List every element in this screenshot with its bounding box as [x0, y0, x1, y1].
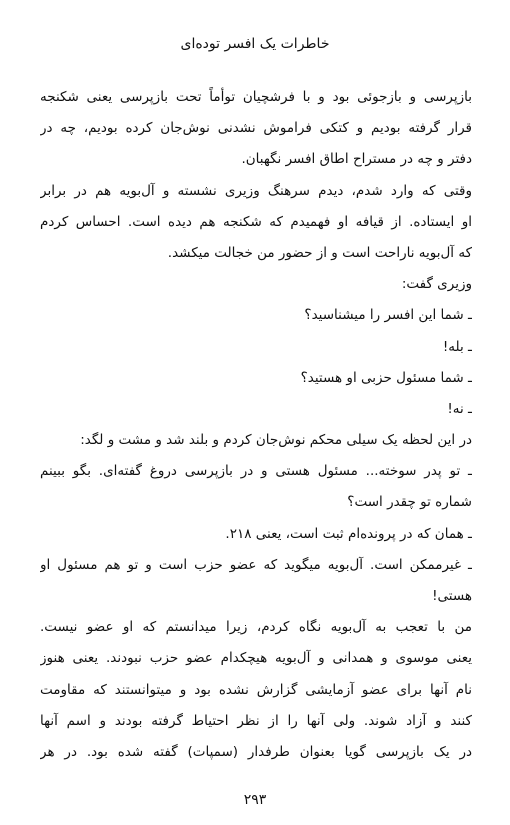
text-line: کنند و آزاد شوند. ولی آنها را از نظر احتیاط گرفته بودند و اسم آنها: [40, 712, 472, 729]
page-number: ۲۹۳: [243, 792, 267, 808]
text-line: نام آنها برای عضو آزمایشی گزارش نشده بود و میتوانستند که مقاومت: [40, 681, 472, 698]
text-line: ـ شما مسئول حزبی او هستید؟: [300, 369, 472, 386]
text-line: ـ همان که در پرونده‌ام ثبت است، یعنی ۲۱۸.: [225, 525, 472, 542]
text-line: ـ تو پدر سوخته... مسئول هستی و در بازپرسی دروغ گفته‌ای. بگو ببینم: [40, 463, 472, 480]
text-line: قرار گرفته بودیم و کتکی فراموش نشدنی نوش‌جان کرده بودیم، چه در: [40, 120, 472, 137]
text-line: او ایستاده. از قیافه او فهمیدم که شکنجه هم دیده است. احساس کردم: [40, 213, 472, 230]
text-line: در یک بازپرسی گویا بعنوان طرفدار (سمپات) گفته شده بود. در هر: [40, 743, 472, 760]
text-line: وقتی که وارد شدم، دیدم سرهنگ وزیری نشسته و آل‌بویه هم در برابر: [40, 182, 472, 199]
text-line: یعنی موسوی و همدانی و آل‌بویه هیچکدام عضو حزب نبودند. یعنی هنوز: [40, 650, 472, 667]
text-line: ـ بله!: [442, 338, 472, 355]
text-line: دفتر و چه در مستراح اطاق افسر نگهبان.: [241, 151, 472, 168]
text-line: شماره تو چقدر است؟: [347, 494, 472, 511]
text-line: من با تعجب به آل‌بویه نگاه کردم، زیرا میدانستم که او عضو نیست.: [40, 619, 472, 636]
text-line: هستی!: [432, 588, 472, 604]
text-line: وزیری گفت:: [401, 276, 472, 293]
text-line: ـ نه!: [447, 400, 472, 417]
running-header: خاطرات یک افسر توده‌ای: [180, 36, 330, 52]
text-line: که آل‌بویه ناراحت است و از حضور من خجالت میکشد.: [167, 244, 472, 261]
text-line: ـ شما این افسر را میشناسید؟: [304, 307, 472, 324]
page-body: [40, 82, 472, 768]
text-line: ـ غیرممکن است. آل‌بویه میگوید که عضو حزب است و تو هم مسئول او: [40, 556, 472, 573]
text-line: در این لحظه یک سیلی محکم نوش‌جان کردم و بلند شد و مشت و لگد:: [80, 432, 472, 449]
text-line: بازپرسی و بازجوئی بود و با فرشچیان توأماً تحت بازپرسی یعنی شکنجه: [40, 89, 472, 105]
